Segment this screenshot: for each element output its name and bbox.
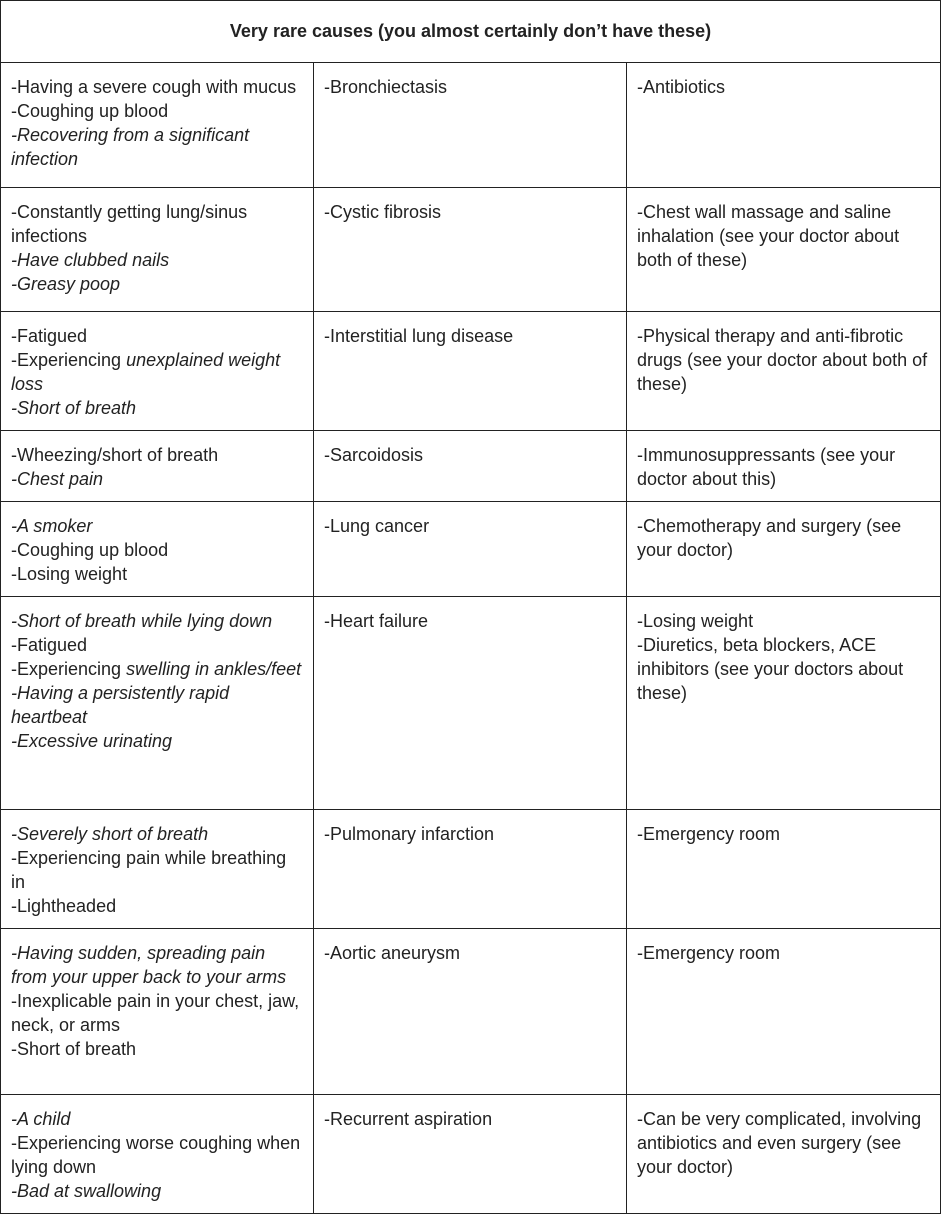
symptom-line: -Inexplicable pain in your chest, jaw, neck, or arms [11,991,300,1035]
symptom-line: -Chest pain [11,469,104,489]
symptom-line: -A child [11,1109,71,1129]
table-title: Very rare causes (you almost certainly don’t have these) [1,1,941,63]
symptom-text: -Experiencing [11,350,127,370]
symptoms-cell [1,929,314,1095]
condition-cell: -Recurrent aspiration [314,1095,627,1214]
symptoms-cell [1,188,314,312]
treatment-line: -Chest wall massage and saline inhalation (see your doctor about both of these) [637,202,900,270]
treatment-line: -Physical therapy and anti-fibrotic drugs (see your doctor about both of these) [637,326,928,394]
table-row [1,1095,941,1214]
condition-cell: -Interstitial lung disease [314,312,627,431]
treatment-cell [627,431,941,502]
treatment-line: -Diuretics, beta blockers, ACE inhibitors (see your doctors about these) [637,635,904,703]
symptom-line: -Short of breath [11,1039,137,1059]
symptoms-cell [1,1095,314,1214]
symptom-line: -Recovering from a significant infection [11,125,250,169]
treatment-cell [627,502,941,597]
symptom-text: unexplained weight loss [11,350,281,394]
condition-cell: -Pulmonary infarction [314,810,627,929]
table-row [1,188,941,312]
treatment-cell [627,929,941,1095]
symptom-line: -Bad at swallowing [11,1181,162,1201]
table-row [1,431,941,502]
symptom-line: -Fatigued [11,635,88,655]
treatment-line: -Emergency room [637,824,781,844]
treatment-line: -Immunosuppressants (see your doctor about this) [637,445,896,489]
symptoms-cell [1,431,314,502]
treatment-cell [627,597,941,810]
symptom-line: -Experiencing worse coughing when lying down [11,1133,301,1177]
symptom-line: -Coughing up blood [11,101,169,121]
symptom-line: -Having a persistently rapid heartbeat [11,683,230,727]
table-row [1,502,941,597]
table-body [1,63,941,1214]
condition-cell: -Lung cancer [314,502,627,597]
treatment-cell [627,810,941,929]
symptom-text: swelling in ankles/feet [126,659,302,679]
condition-cell: -Bronchiectasis [314,63,627,188]
symptom-line: -Short of breath while lying down [11,611,273,631]
table-row [1,597,941,810]
symptom-line: -Having a severe cough with mucus [11,77,297,97]
condition-cell: -Sarcoidosis [314,431,627,502]
treatment-line: -Antibiotics [637,77,726,97]
symptoms-cell [1,502,314,597]
table-header-row [1,1,941,63]
symptom-line: -Greasy poop [11,274,121,294]
symptoms-cell [1,810,314,929]
symptom-line: -Fatigued [11,326,88,346]
symptom-line: -Excessive urinating [11,731,173,751]
treatment-cell [627,312,941,431]
table-row [1,312,941,431]
treatment-cell [627,188,941,312]
symptom-line: -Experiencing pain while breathing in [11,848,287,892]
treatment-line: -Losing weight [637,611,754,631]
symptom-line: -Have clubbed nails [11,250,170,270]
symptom-line: -Coughing up blood [11,540,169,560]
table-row [1,810,941,929]
table-row [1,63,941,188]
symptom-line [11,657,303,681]
symptom-line: -Short of breath [11,398,137,418]
treatment-cell [627,1095,941,1214]
treatment-line: -Can be very complicated, involving antibiotics and even surgery (see your doctor) [637,1109,922,1177]
treatment-cell [627,63,941,188]
symptom-line: -A smoker [11,516,93,536]
symptom-line [11,348,303,396]
symptoms-cell [1,597,314,810]
symptom-text: -Experiencing [11,659,127,679]
symptom-line: -Wheezing/short of breath [11,445,219,465]
symptoms-cell [1,312,314,431]
treatment-line: -Chemotherapy and surgery (see your doctor) [637,516,902,560]
symptom-line: -Lightheaded [11,896,117,916]
symptom-line: -Having sudden, spreading pain from your upper back to your arms [11,943,287,987]
symptoms-cell [1,63,314,188]
symptom-line: -Constantly getting lung/sinus infections [11,202,248,246]
symptom-line: -Severely short of breath [11,824,209,844]
condition-cell: -Cystic fibrosis [314,188,627,312]
table-row [1,929,941,1095]
condition-cell: -Aortic aneurysm [314,929,627,1095]
symptom-line: -Losing weight [11,564,128,584]
condition-cell: -Heart failure [314,597,627,810]
treatment-line: -Emergency room [637,943,781,963]
